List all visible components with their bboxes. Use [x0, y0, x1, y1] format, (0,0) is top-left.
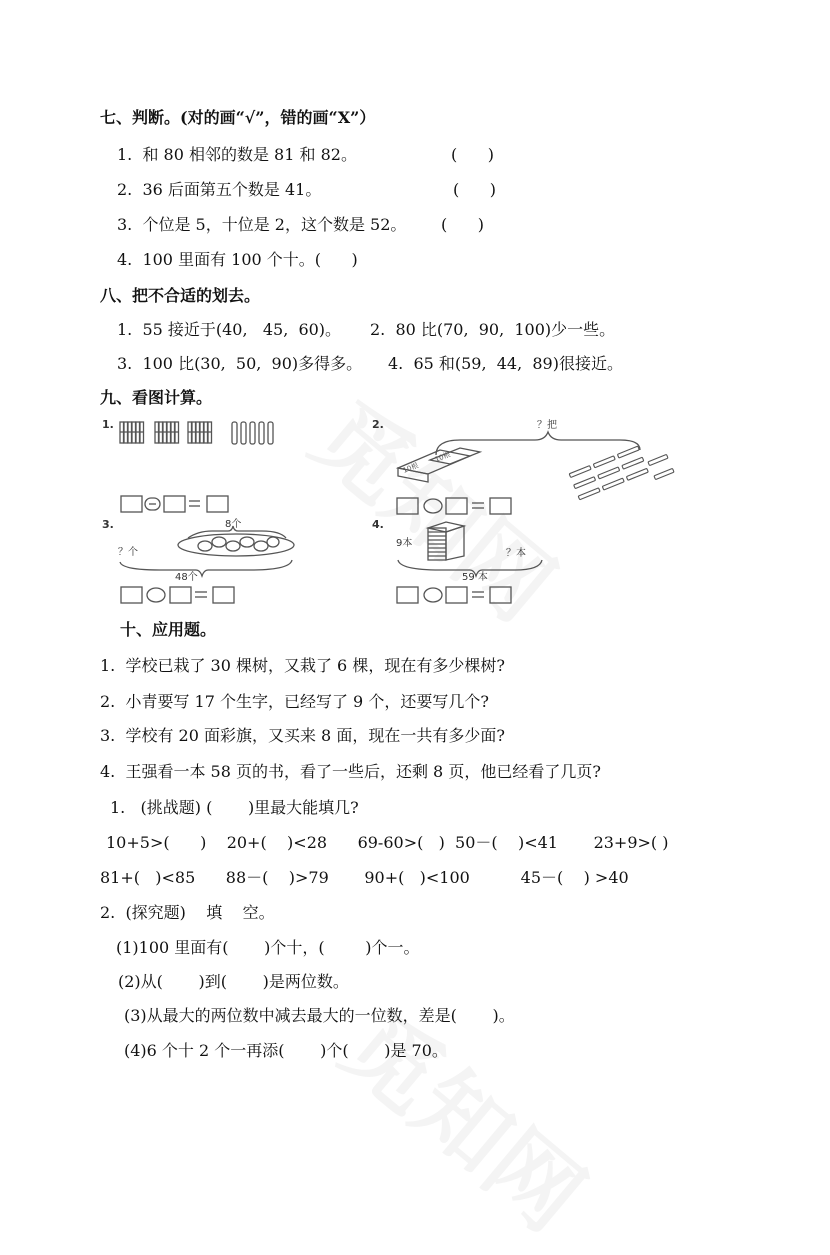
problem-4-right-label: ？本 — [506, 548, 526, 559]
cross-out-item: 3. 100 比(30, 50, 90)多得多。 — [117, 354, 363, 373]
ten-bundle-icons — [120, 422, 212, 443]
challenge-title: 1. (挑战题) ( )里最大能填几? — [110, 798, 359, 817]
cross-out-item: 2. 80 比(70, 90, 100)少一些。 — [370, 320, 616, 339]
challenge-row: 81+( )<85 88－( )>79 90+( )<100 45－( ) >40 — [100, 868, 629, 887]
fill-blank-item: (3)从最大的两位数中减去最大的一位数，差是( )。 — [124, 1006, 515, 1025]
word-problem: 4. 王强看一本 58 页的书，看了一些后，还剩 8 页，他已经看了几页? — [100, 762, 601, 781]
problem-3-left-label: ？个 — [118, 547, 138, 558]
judge-item: 2. 36 后面第五个数是 41。 — [117, 180, 322, 199]
single-stick-icons — [232, 422, 273, 444]
problem-2-top-label: ？把 — [537, 420, 557, 431]
loose-sticks — [569, 446, 674, 500]
answer-parens[interactable]: ( ) — [451, 145, 494, 164]
problem-3-bottom-label: 48个 — [175, 572, 198, 583]
fill-blank-item: (4)6 个十 2 个一再添( )个( )是 70。 — [124, 1041, 448, 1060]
explore-title: 2. (探究题) 填 空。 — [100, 903, 275, 922]
answer-parens[interactable]: ( ) — [453, 180, 496, 199]
answer-boxes[interactable] — [121, 587, 234, 603]
word-problem: 2. 小青要写 17 个生字，已经写了 9 个，还要写几个? — [100, 692, 489, 711]
word-problem: 3. 学校有 20 面彩旗，又买来 8 面，现在一共有多少面? — [100, 726, 505, 745]
problem-3-top-label: 8个 — [225, 519, 242, 530]
bundle-label: 10根 — [401, 461, 420, 475]
problem-4-number: 4. — [372, 518, 384, 531]
problem-2-number: 2. — [372, 418, 384, 431]
fill-blank-item: (1)100 里面有( )个十，( )个一。 — [116, 938, 420, 957]
judge-item: 1. 和 80 相邻的数是 81 和 82。 — [117, 145, 357, 164]
picture-calculation-figure — [0, 410, 830, 610]
problem-3-number: 3. — [102, 518, 114, 531]
cross-out-item: 4. 65 和(59, 44, 89)很接近。 — [388, 354, 623, 373]
book-stack-icon — [428, 522, 464, 560]
answer-boxes[interactable] — [397, 498, 511, 514]
answer-boxes[interactable] — [121, 496, 228, 512]
problem-4-left-label: 9本 — [396, 538, 413, 549]
answer-parens[interactable]: ( ) — [441, 215, 484, 234]
answer-boxes[interactable] — [397, 587, 511, 603]
section-8-title: 八、把不合适的划去。 — [100, 286, 261, 305]
judge-item: 4. 100 里面有 100 个十。( ) — [117, 250, 358, 269]
challenge-row: 10+5>( ) 20+( )<28 69-60>( ) 50－( )<41 23+9>( ) — [106, 833, 669, 852]
section-9-title: 九、看图计算。 — [100, 388, 213, 407]
section-7-title: 七、判断。(对的画“√”，错的画“X”） — [100, 108, 376, 127]
fill-blank-item: (2)从( )到( )是两位数。 — [118, 972, 349, 991]
section-10-title: 十、应用题。 — [120, 620, 217, 639]
problem-4-bottom-label: 59 本 — [462, 572, 488, 583]
word-problem: 1. 学校已栽了 30 棵树，又栽了 6 棵，现在有多少棵树? — [100, 656, 505, 675]
judge-item: 3. 个位是 5，十位是 2，这个数是 52。 — [117, 215, 407, 234]
cross-out-item: 1. 55 接近于(40, 45, 60)。 — [117, 320, 342, 339]
bundle-label: 10根 — [433, 450, 452, 464]
problem-1-number: 1. — [102, 418, 114, 431]
ten-bundles-stacked — [398, 448, 480, 482]
plate-with-eggs-icon — [178, 534, 294, 556]
